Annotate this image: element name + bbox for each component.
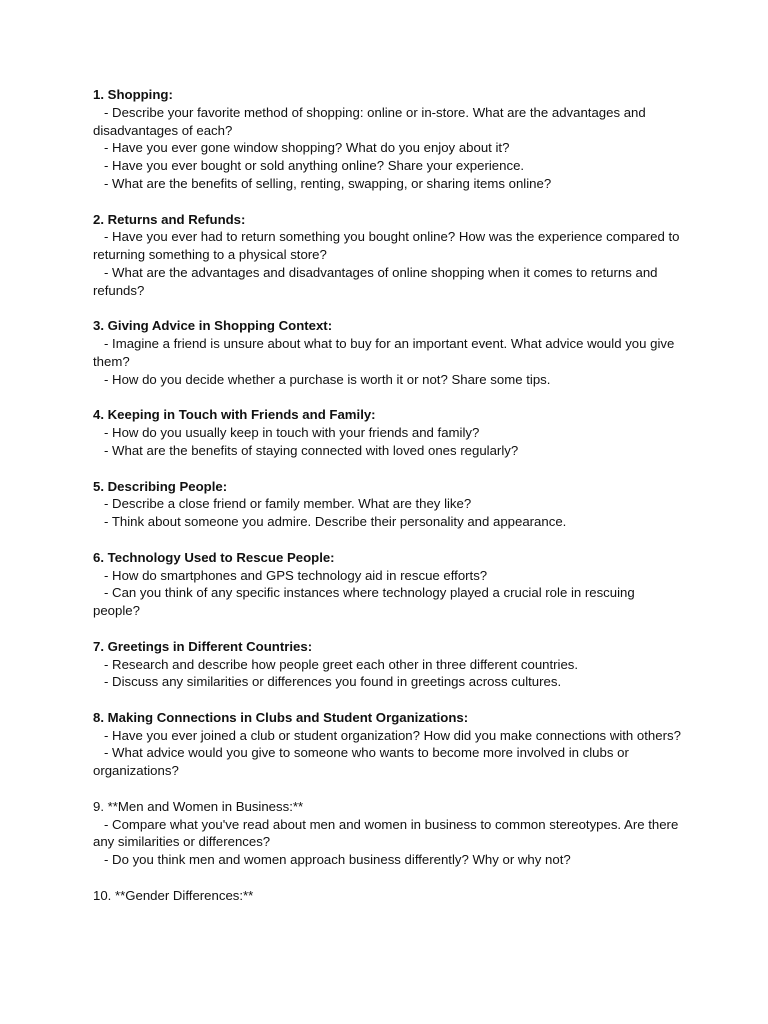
section-heading: 4. Keeping in Touch with Friends and Family: bbox=[93, 407, 376, 423]
question-item: - Can you think of any specific instances where technology played a crucial role in rescuing people? bbox=[93, 585, 639, 619]
section-heading: 1. Shopping: bbox=[93, 87, 173, 102]
section-describing-people bbox=[93, 478, 683, 531]
question-item: - How do smartphones and GPS technology aid in rescue efforts? bbox=[93, 567, 488, 583]
section-giving-advice bbox=[93, 317, 683, 388]
section-shopping bbox=[93, 86, 683, 193]
question-item: - Compare what you've read about men and women in business to common stereotypes. Are there any similarities or differences? bbox=[93, 816, 682, 850]
question-item: - Have you ever gone window shopping? What do you enjoy about it? bbox=[93, 140, 510, 156]
question-item: - Imagine a friend is unsure about what to buy for an important event. What advice would you give them? bbox=[93, 336, 678, 369]
question-item: - Have you ever had to return something you bought online? How was the experience compared to returning something to a physical store? bbox=[93, 229, 684, 263]
section-heading: 5. Describing People: bbox=[93, 478, 228, 494]
section-heading: 10. **Gender Differences:** bbox=[93, 887, 254, 903]
section-heading: 7. Greetings in Different Countries: bbox=[93, 638, 313, 654]
section-heading: 2. Returns and Refunds: bbox=[93, 211, 246, 227]
question-item: - Have you ever joined a club or student organization? How did you make connections with others? bbox=[93, 727, 681, 743]
question-item: - Have you ever bought or sold anything online? Share your experience. bbox=[93, 158, 525, 174]
section-gender-differences bbox=[93, 887, 683, 905]
question-item: - How do you usually keep in touch with your friends and family? bbox=[93, 425, 480, 441]
section-heading: 9. **Men and Women in Business:** bbox=[93, 798, 304, 814]
section-technology-rescue bbox=[93, 549, 683, 620]
document-page bbox=[93, 86, 683, 922]
section-heading: 3. Giving Advice in Shopping Context: bbox=[93, 318, 333, 334]
question-item: - What are the benefits of selling, renting, swapping, or sharing items online? bbox=[93, 175, 552, 191]
section-greetings bbox=[93, 638, 683, 691]
question-item: - What are the benefits of staying connected with loved ones regularly? bbox=[93, 442, 519, 458]
question-item: - What advice would you give to someone who wants to become more involved in clubs or organizations? bbox=[93, 745, 633, 779]
section-keeping-in-touch bbox=[93, 406, 683, 459]
section-making-connections bbox=[93, 709, 683, 780]
question-item: - What are the advantages and disadvantages of online shopping when it comes to returns and refunds? bbox=[93, 264, 662, 298]
question-item: - Research and describe how people greet each other in three different countries. bbox=[93, 656, 579, 672]
section-returns-refunds bbox=[93, 211, 683, 300]
question-item: - Discuss any similarities or differences you found in greetings across cultures. bbox=[93, 674, 562, 690]
question-item: - Think about someone you admire. Describe their personality and appearance. bbox=[93, 514, 567, 530]
section-heading: 8. Making Connections in Clubs and Student Organizations: bbox=[93, 709, 469, 725]
question-item: - How do you decide whether a purchase is worth it or not? Share some tips. bbox=[93, 371, 551, 387]
question-item: - Do you think men and women approach business differently? Why or why not? bbox=[93, 852, 571, 868]
question-item: - Describe a close friend or family member. What are they like? bbox=[93, 496, 472, 512]
question-item: - Describe your favorite method of shopping: online or in-store. What are the advantages and disadvantages of each? bbox=[93, 104, 650, 138]
section-men-women-business bbox=[93, 798, 683, 869]
section-heading: 6. Technology Used to Rescue People: bbox=[93, 549, 335, 565]
